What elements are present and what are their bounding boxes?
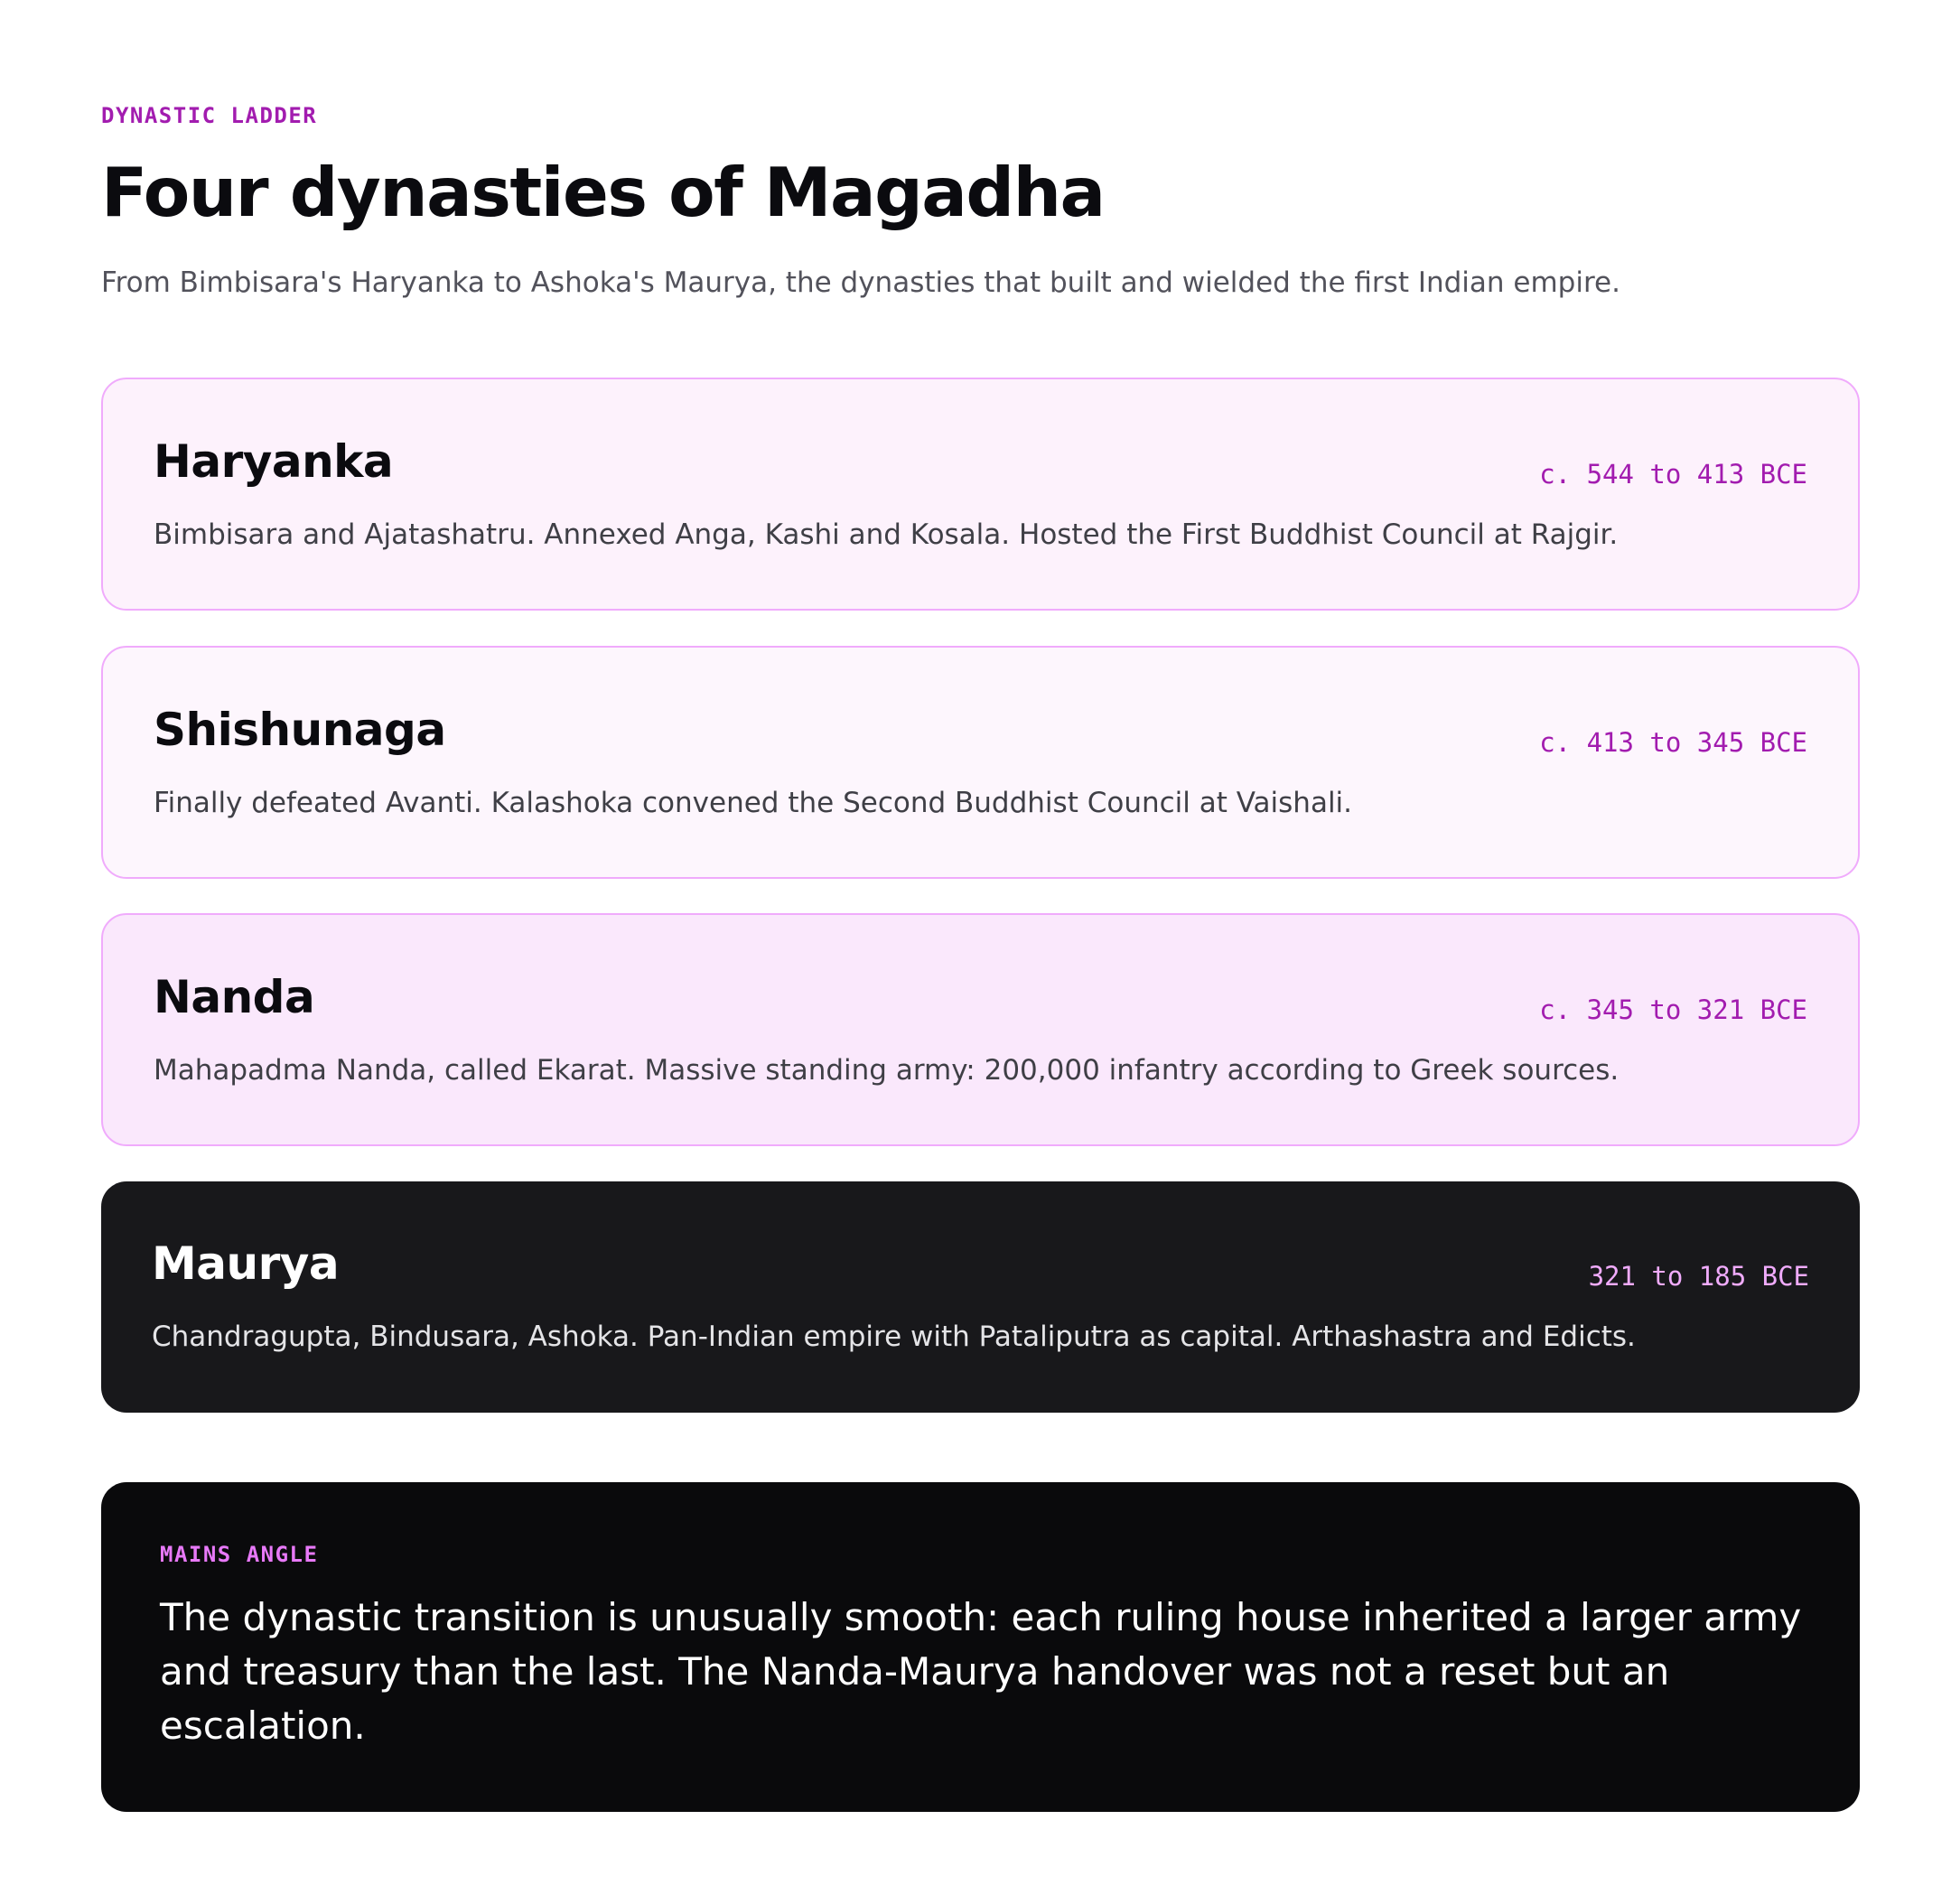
- page-subtitle: From Bimbisara's Haryanka to Ashoka's Maurya, the dynasties that built and wielded the first Indian empire.: [101, 266, 1620, 299]
- dynasty-name: Haryanka: [154, 435, 394, 488]
- callout-text: The dynastic transition is unusually smooth: each ruling house inherited a larger army and treasury than the last. The Nanda-Maurya handover was not a reset but an escalation.: [160, 1595, 1802, 1748]
- callout-label: MAINS ANGLE: [160, 1542, 319, 1567]
- dynasty-description: Finally defeated Avanti. Kalashoka convened the Second Buddhist Council at Vaishali.: [154, 787, 1353, 819]
- dynasty-dates: 321 to 185 BCE: [1588, 1261, 1809, 1292]
- dynasty-card-haryanka: [101, 378, 1860, 611]
- dynasty-card-nanda: [101, 913, 1860, 1146]
- dynasty-dates: c. 345 to 321 BCE: [1539, 994, 1807, 1025]
- dynasty-name: Maurya: [152, 1237, 340, 1290]
- dynasty-card-maurya: [101, 1181, 1860, 1413]
- dynasty-name: Shishunaga: [154, 704, 446, 756]
- section-eyebrow: DYNASTIC LADDER: [101, 103, 318, 128]
- dynasty-dates: c. 544 to 413 BCE: [1539, 459, 1807, 490]
- dynasty-description: Mahapadma Nanda, called Ekarat. Massive standing army: 200,000 infantry according to Greek sources.: [154, 1054, 1620, 1087]
- dynasty-card-shishunaga: [101, 646, 1860, 879]
- dynasty-description: Bimbisara and Ajatashatru. Annexed Anga, Kashi and Kosala. Hosted the First Buddhist Council at Rajgir.: [154, 518, 1619, 551]
- dynasty-name: Nanda: [154, 971, 315, 1023]
- mains-angle-callout: [101, 1482, 1860, 1812]
- dynasty-description: Chandragupta, Bindusara, Ashoka. Pan-Indian empire with Pataliputra as capital. Arthashastra and Edicts.: [152, 1321, 1636, 1353]
- dynasty-dates: c. 413 to 345 BCE: [1539, 727, 1807, 758]
- page-title: Four dynasties of Magadha: [101, 153, 1105, 232]
